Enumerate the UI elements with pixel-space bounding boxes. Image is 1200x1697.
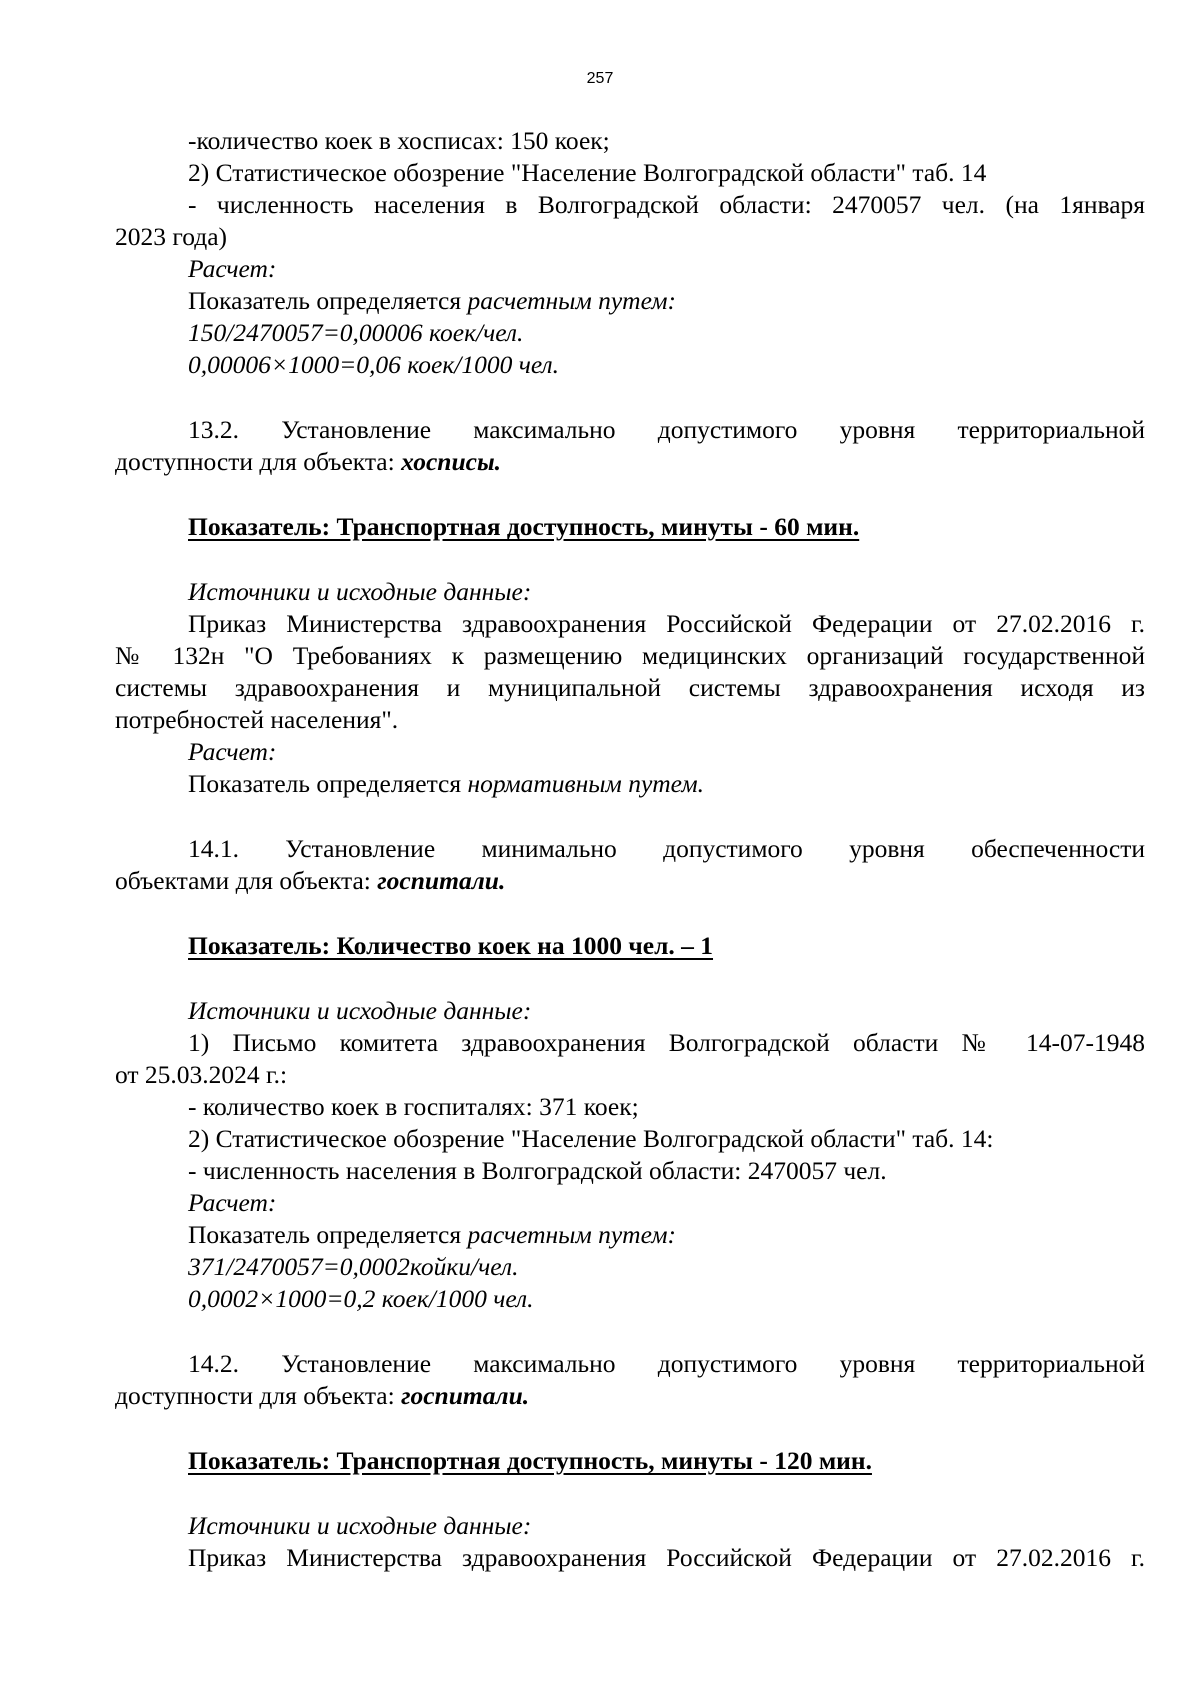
formula-line: 0,00006×1000=0,06 коек/1000 чел. [188, 350, 560, 379]
text-span: Показатель определяется [188, 1220, 468, 1249]
text-line: - численность населения в Волгоградской области: 2470057 чел. (на 1января [188, 190, 1145, 219]
text-line [115, 449, 501, 475]
text-span-italic: расчетным путем: [467, 286, 677, 315]
formula-line: 150/2470057=0,00006 коек/чел. [188, 318, 524, 347]
text-span: доступности для объекта: [115, 1381, 402, 1410]
text-line: потребностей населения". [115, 705, 399, 734]
text-line [188, 1222, 676, 1248]
text-line: -количество коек в хосписах: 150 коек; [188, 126, 610, 155]
text-line: системы здравоохранения и муниципальной системы здравоохранения исходя из [115, 673, 1145, 702]
text-line: от 25.03.2024 г.: [115, 1060, 288, 1089]
text-line: Источники и исходные данные: [188, 996, 532, 1025]
text-line: Расчет: [188, 254, 277, 283]
text-line: Источники и исходные данные: [188, 577, 532, 606]
text-span: Показатель определяется [188, 769, 468, 798]
text-line [115, 1383, 529, 1409]
text-line: Приказ Министерства здравоохранения Российской Федерации от 27.02.2016 г. [188, 609, 1145, 638]
text-line: - численность населения в Волгоградской области: 2470057 чел. [188, 1156, 887, 1185]
text-span: Показатель определяется [188, 286, 468, 315]
text-line: Расчет: [188, 737, 277, 766]
section-heading-line: 14.1. Установление минимально допустимого уровня обеспеченности [188, 834, 1145, 863]
indicator-heading: Показатель: Количество коек на 1000 чел. – 1 [188, 931, 714, 960]
text-span-bold-italic: хосписы. [401, 447, 502, 476]
section-heading-line: 13.2. Установление максимально допустимого уровня территориальной [188, 415, 1145, 444]
text-line: 2) Статистическое обозрение "Население Волгоградской области" таб. 14 [188, 158, 987, 187]
text-line [115, 868, 505, 894]
text-line: Источники и исходные данные: [188, 1511, 532, 1540]
text-line: Приказ Министерства здравоохранения Российской Федерации от 27.02.2016 г. [188, 1543, 1145, 1572]
text-span-bold-italic: госпитали. [377, 866, 506, 895]
formula-line: 371/2470057=0,0002койки/чел. [188, 1252, 519, 1281]
text-line [188, 288, 676, 314]
text-line: - количество коек в госпиталях: 371 коек; [188, 1092, 639, 1121]
text-span: доступности для объекта: [115, 447, 402, 476]
text-line: 2023 года) [115, 222, 227, 251]
formula-line: 0,0002×1000=0,2 коек/1000 чел. [188, 1284, 534, 1313]
indicator-heading: Показатель: Транспортная доступность, минуты - 120 мин. [188, 1446, 872, 1475]
page-number: 257 [586, 70, 614, 87]
text-span-italic: расчетным путем: [467, 1220, 677, 1249]
text-line: 2) Статистическое обозрение "Население Волгоградской области" таб. 14: [188, 1124, 994, 1153]
text-span-italic: нормативным путем. [467, 769, 705, 798]
text-span: объектами для объекта: [115, 866, 378, 895]
text-line: № 132н "О Требованиях к размещению медицинских организаций государственной [115, 641, 1145, 670]
indicator-heading: Показатель: Транспортная доступность, минуты - 60 мин. [188, 512, 860, 541]
text-line: 1) Письмо комитета здравоохранения Волгоградской области № 14-07-1948 [188, 1028, 1145, 1057]
text-line [188, 771, 704, 797]
section-heading-line: 14.2. Установление максимально допустимого уровня территориальной [188, 1349, 1145, 1378]
text-span-bold-italic: госпитали. [401, 1381, 530, 1410]
text-line: Расчет: [188, 1188, 277, 1217]
